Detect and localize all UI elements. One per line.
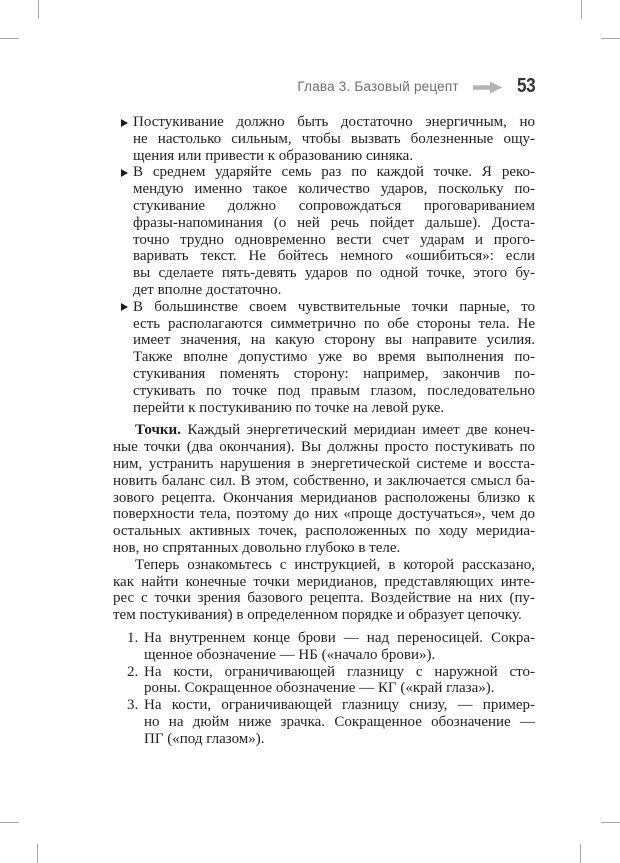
- paragraph-lead: Точки.: [135, 422, 181, 439]
- text-line: дет вполне достаточно.: [133, 281, 282, 298]
- crop-mark-top-right-vertical: [581, 0, 582, 19]
- content-blocks: [113, 114, 535, 747]
- text-line: Также вполне допустимо уже во время выполнения по-: [133, 349, 535, 366]
- crop-mark-bottom-left-vertical: [37, 844, 38, 863]
- text-line: вы сделаете пять-девять ударов по одной точке, этого бу-: [133, 265, 535, 282]
- arrow-right-icon: [473, 81, 503, 94]
- text-line: не настолько сильным, чтобы вызвать болезненные ощу-: [133, 130, 535, 147]
- text-line: но на дюйм ниже зрачка. Сокращенное обозначение —: [144, 713, 535, 730]
- crop-mark-bottom-right-vertical: [580, 844, 581, 863]
- numbered-item: [113, 630, 535, 664]
- paragraph: [113, 422, 535, 556]
- list-number: 2.: [127, 663, 139, 680]
- text-line: есть располагаются симметрично по обе стороны тела. Не: [133, 315, 535, 332]
- numbered-item: [113, 697, 535, 747]
- numbered-item: [113, 664, 535, 698]
- text-line: варивать текст. Не бойтесь немного «ошибиться»: если: [133, 248, 535, 265]
- text-line: На кости, ограничивающей глазницу снизу, — пример-: [144, 697, 535, 714]
- text-line: ним, устранить нарушения в энергетической системе и восста-: [113, 455, 535, 472]
- text-line: остальных активных точек, расположенных по ходу меридиа-: [113, 523, 535, 540]
- text-line: новить баланс сил. В этом, собственно, и заключается смысл ба-: [113, 472, 535, 489]
- bullet-triangle-icon: [121, 119, 128, 127]
- text-line: тем постукивания) в определенном порядке и образует цепочку.: [113, 607, 522, 624]
- crop-mark-bottom-right-horizontal: [601, 822, 620, 823]
- text-line: стукивать по точке под правым глазом, последовательно: [133, 382, 535, 399]
- text-line: ные точки (два окончания). Вы должны просто постукивать по: [113, 439, 535, 456]
- running-head: [113, 74, 535, 98]
- text-line: В среднем ударяйте семь раз по каждой точке. Я реко-: [133, 164, 535, 181]
- text-line: В большинстве своем чувствительные точки парные, то: [133, 298, 535, 315]
- bullet-item: [113, 299, 535, 417]
- text-line: имеет значения, на какую сторону вы направите усилия.: [133, 332, 535, 349]
- text-line: Точки. Каждый энергетический меридиан имеет две конеч-: [135, 422, 535, 439]
- text-line: зового рецепта. Окончания меридианов расположены близко к: [113, 489, 535, 506]
- paragraph: [113, 557, 535, 624]
- text-line: стукивание должно сопровождаться проговариванием: [133, 197, 535, 214]
- text-line: точно трудно одновременно вести счет ударам и прого-: [133, 231, 535, 248]
- chapter-title: Глава 3. Базовый рецепт: [297, 78, 459, 94]
- crop-mark-top-right-horizontal: [601, 38, 620, 39]
- text-line: Теперь ознакомьтесь с инструкцией, в которой рассказано,: [135, 556, 535, 573]
- text-line: поверхности тела, поэтому до них «проще достучаться», чем до: [113, 506, 535, 523]
- text-line: как найти конечные точки меридианов, представляющих инте-: [113, 573, 535, 590]
- text-line: роны. Сокращенное обозначение — КГ («край глаза»).: [144, 680, 495, 697]
- text-line: нов, но спрятанных довольно глубоко в теле.: [113, 539, 401, 556]
- text-line: ПГ («под глазом»).: [144, 730, 265, 747]
- bullet-item: [113, 114, 535, 164]
- bullet-triangle-icon: [121, 303, 128, 311]
- text-line: Постукивание должно быть достаточно энергичным, но: [133, 114, 535, 130]
- text-line: щенное обозначение — НБ («начало брови»).: [144, 646, 436, 663]
- text-line: На кости, ограничивающей глазницу с наружной сто-: [144, 663, 535, 680]
- bullet-item: [113, 164, 535, 298]
- text-line: стукивания поменять сторону: например, закончив по-: [133, 365, 535, 382]
- crop-mark-top-left-vertical: [38, 0, 39, 19]
- crop-mark-top-left-horizontal: [0, 38, 19, 39]
- text-line: мендую именно такое количество ударов, поскольку по-: [133, 181, 535, 198]
- list-number: 1.: [127, 629, 139, 646]
- text-line: щения или привести к образованию синяка.: [133, 147, 414, 164]
- text-line: рес с точки зрения базового рецепта. Воздействие на них (пу-: [113, 590, 535, 607]
- crop-mark-bottom-left-horizontal: [0, 822, 19, 823]
- list-number: 3.: [127, 697, 139, 714]
- text-line: На внутреннем конце брови — над переносицей. Сокра-: [144, 629, 535, 646]
- page-number: 53: [516, 74, 535, 97]
- text-line: перейти к постукиванию по точке на левой руке.: [133, 399, 445, 416]
- bullet-triangle-icon: [121, 169, 128, 177]
- text-line: фразы-напоминания (о ней речь пойдет дальше). Доста-: [133, 214, 535, 231]
